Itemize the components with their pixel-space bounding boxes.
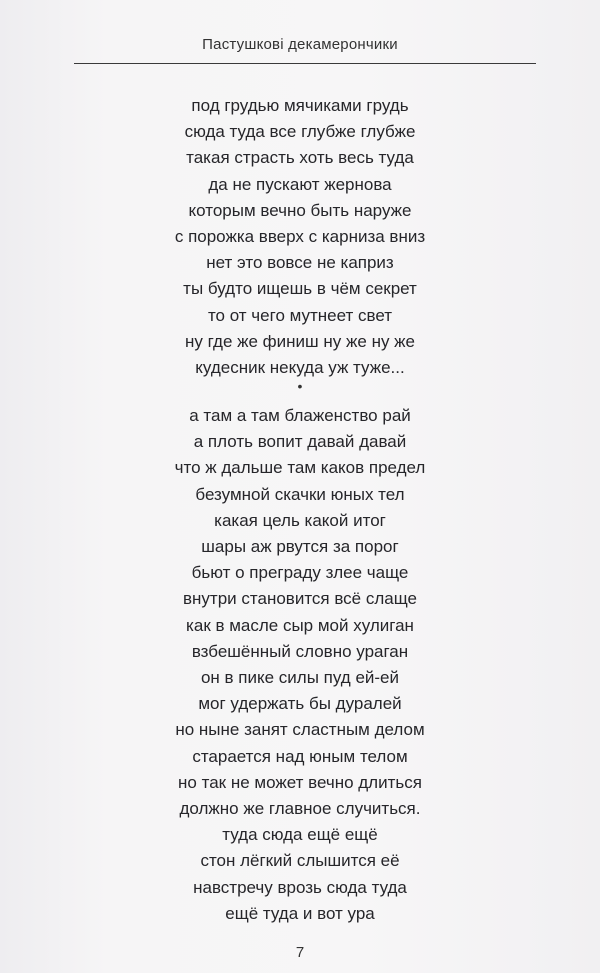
poem-stanza-2	[0, 403, 600, 927]
poem-line: а плоть вопит давай давай	[193, 432, 407, 452]
poem-line: такая страсть хоть весь туда	[186, 148, 414, 168]
poem-line: внутри становится всё слаще	[183, 589, 417, 609]
poem-line: да не пускают жернова	[208, 174, 392, 194]
poem-line: туда сюда ещё ещё	[222, 825, 378, 845]
poem-line: навстречу врозь сюда туда	[193, 877, 407, 897]
poem-line: безумной скачки юных тел	[195, 484, 405, 504]
poem-line: как в масле сыр мой хулиган	[186, 615, 414, 635]
poem-line: нет это вовсе не каприз	[206, 253, 394, 273]
running-title: Пастушкові декамерончики	[202, 36, 398, 53]
poem-line: старается над юным телом	[192, 746, 408, 766]
poem-line: ну где же финиш ну же ну же	[184, 331, 416, 351]
poem-line: сюда туда все глубже глубже	[184, 122, 416, 142]
poem-line: но ныне занят сластным делом	[175, 720, 425, 740]
header-rule	[74, 63, 536, 64]
poem-line: стон лёгкий слышится её	[200, 851, 400, 871]
page-number: 7	[295, 944, 305, 961]
poem-line: то от чего мутнеет свет	[207, 305, 393, 325]
poem-line: кудесник некуда уж туже...	[195, 358, 405, 378]
poem-line: шары аж рвутся за порог	[201, 537, 399, 557]
poem-line: под грудью мячиками грудь	[191, 96, 409, 115]
poem-line: он в пике силы пуд ей-ей	[200, 668, 400, 688]
poem-line: мог удержать бы дуралей	[198, 694, 402, 714]
poem-line: с порожка вверх с карниза вниз	[174, 227, 426, 247]
poem-line: какая цель какой итог	[214, 510, 386, 530]
poem-line: а там а там блаженство рай	[189, 406, 411, 425]
poem-line: что ж дальше там каков предел	[174, 458, 426, 478]
poem-line: взбешённый словно ураган	[191, 641, 409, 661]
poem-line: которым вечно быть наруже	[188, 200, 412, 220]
poem-line: должно же главное случиться.	[179, 799, 421, 819]
stanza-divider: •	[297, 378, 303, 394]
poem-line: бьют о преграду злее чаще	[191, 563, 409, 583]
poem-stanza-1	[0, 93, 600, 381]
poem-line: ты будто ищешь в чём секрет	[183, 279, 417, 299]
poem-line: ещё туда и вот ура	[225, 903, 375, 923]
poem-line: но так не может вечно длиться	[178, 772, 422, 792]
